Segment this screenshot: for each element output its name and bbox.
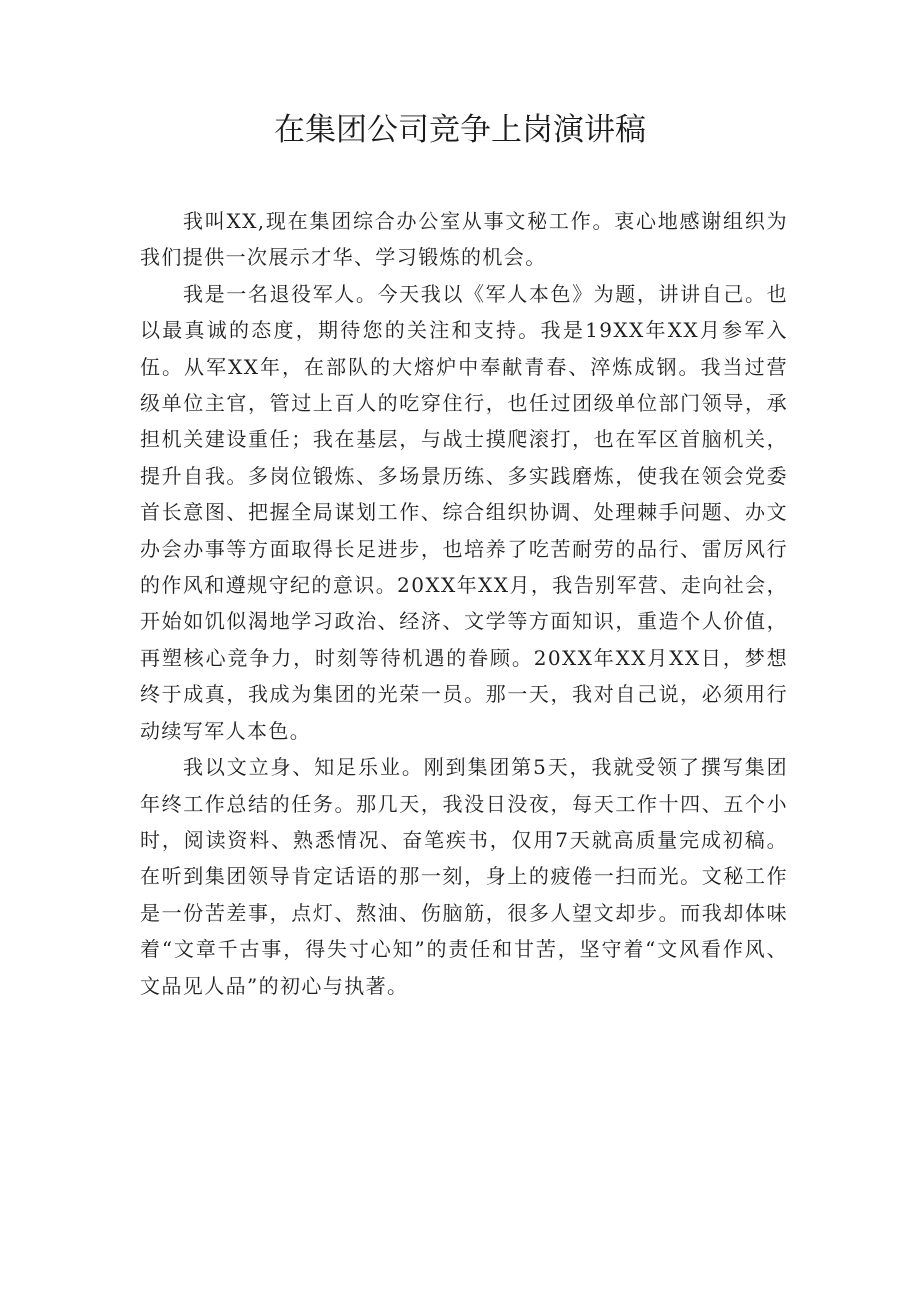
paragraph-writing-work: 我以文立身、知足乐业。刚到集团第5天，我就受领了撰写集团年终工作总结的任务。那几天，我没日没夜，每天工作十四、五个小时，阅读资料、熟悉情况、奋笔疾书，仅用7天就高质量完成初稿。在听到集团领导肯定话语的那一刻，身上的疲倦一扫而光。文秘工作是一份苦差事，点灯、熬油、伤脑筋，很多人望文却步。而我却体味着“文章千古事，得失寸心知”的责任和甘苦，坚守着“文风看作风、文品见人品”的初心与执著。 <box>140 755 788 998</box>
document-title: 在集团公司竞争上岗演讲稿 <box>274 112 646 148</box>
paragraph-military-background: 我是一名退役军人。今天我以《军人本色》为题，讲讲自己。也以最真诚的态度，期待您的关注和支持。我是19XX年XX月参军入伍。从军XX年，在部队的大熔炉中奉献青春、淬炼成钢。我当过营级单位主官，管过上百人的吃穿住行，也任过团级单位部门领导，承担机关建设重任；我在基层，与战士摸爬滚打，也在军区首脑机关，提升自我。多岗位锻炼、多场景历练、多实践磨炼，使我在领会党委首长意图、把握全局谋划工作、综合组织协调、处理棘手问题、办文办会办事等方面取得长足进步，也培养了吃苦耐劳的品行、雷厉风行的作风和遵规守纪的意识。20XX年XX月，我告别军营、走向社会，开始如饥似渴地学习政治、经济、文学等方面知识，重造个人价值，再塑核心竞争力，时刻等待机遇的眷顾。20XX年XX月XX日，梦想终于成真，我成为集团的光荣一员。那一天，我对自己说，必须用行动续写军人本色。 <box>140 281 788 743</box>
document-body <box>140 203 788 1004</box>
paragraph-intro: 我叫XX,现在集团综合办公室从事文秘工作。衷心地感谢组织为我们提供一次展示才华、学习锻炼的机会。 <box>140 209 788 270</box>
